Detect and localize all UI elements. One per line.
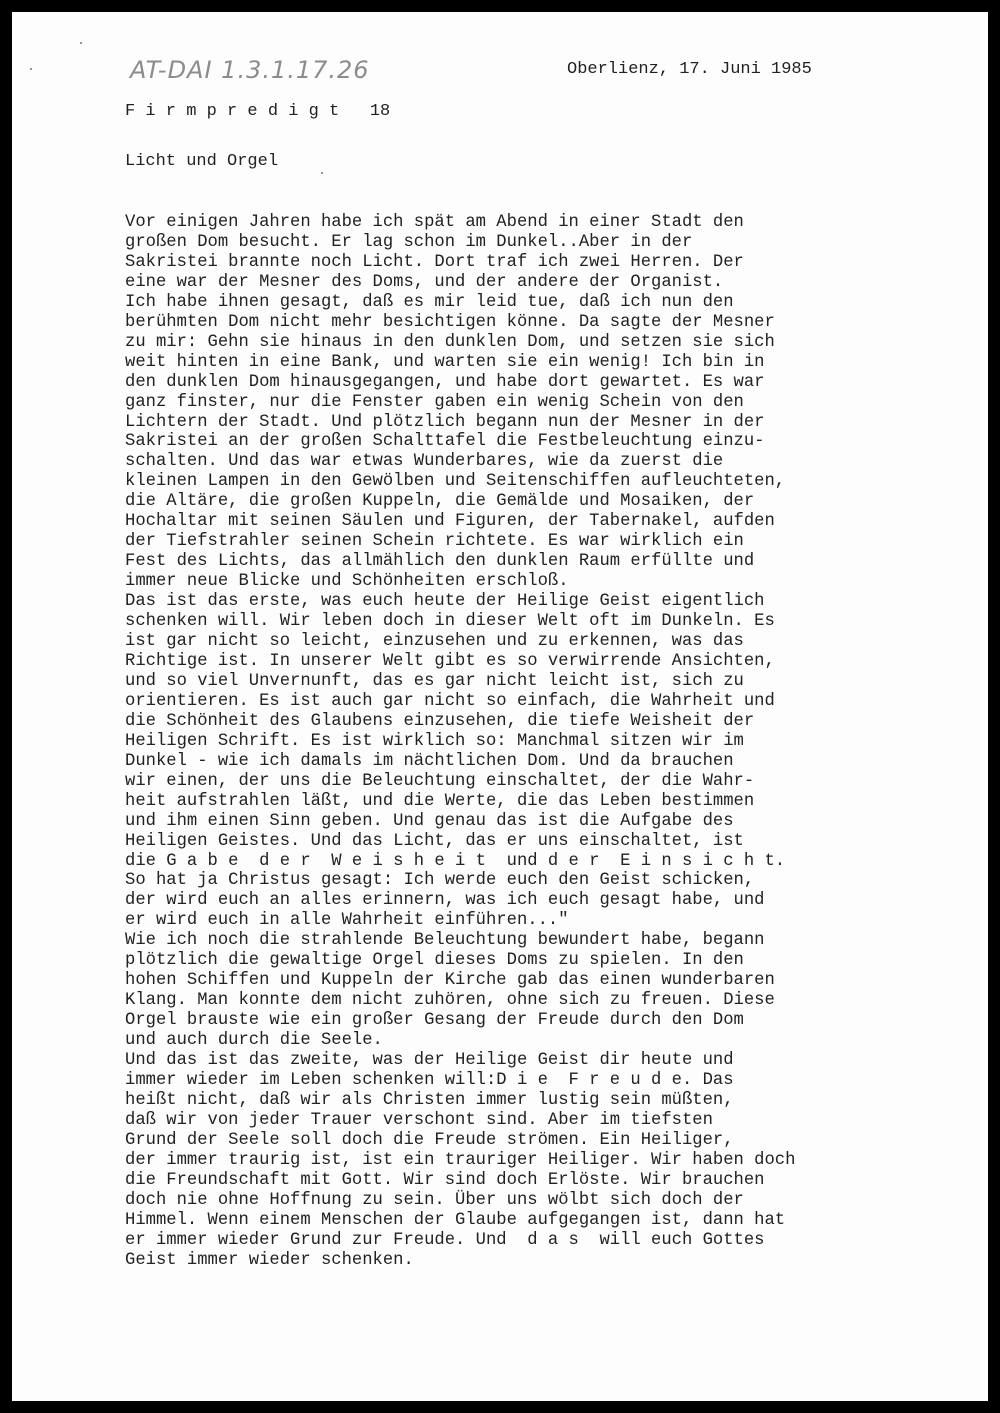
body-line: Ich habe ihnen gesagt, daß es mir leid tue, daß ich nun den [125,292,734,312]
body-line: heißt nicht, daß wir als Christen immer lustig sein müßten, [125,1090,734,1110]
body-line: die G a b e d e r W e i s h e i t und d e r E i n s i c h t. [125,851,786,871]
scan-speck [30,68,32,70]
body-line: immer wieder im Leben schenken will:D i e F r e u d e. Das [125,1070,734,1090]
body-line: doch nie ohne Hoffnung zu sein. Über uns wölbt sich doch der [125,1190,744,1210]
body-line: Und das ist das zweite, was der Heilige Geist dir heute und [125,1051,734,1071]
body-line: Vor einigen Jahren habe ich spät am Abend in einer Stadt den [125,213,744,232]
body-line: Das ist das erste, was euch heute der Heilige Geist eigentlich [125,592,765,612]
body-line: immer neue Blicke und Schönheiten erschloß. [125,572,569,592]
body-line: Lichtern der Stadt. Und plötzlich begann nun der Mesner in der [125,412,765,432]
body-line: Geist immer wieder schenken. [125,1250,414,1270]
body-line: orientieren. Es ist auch gar nicht so einfach, die Wahrheit und [125,691,775,711]
body-line: Richtige ist. In unserer Welt gibt es so verwirrende Ansichten, [125,651,775,671]
body-line: Fest des Lichts, das allmählich den dunklen Raum erfüllte und [125,552,755,572]
body-line: zu mir: Gehn sie hinaus in den dunklen Dom, und setzen sie sich [125,332,775,352]
body-line: Heiligen Schrift. Es ist wirklich so: Manchmal sitzen wir im [125,731,744,751]
body-line: den dunklen Dom hinausgegangen, und habe dort gewartet. Es war [125,372,765,392]
body-line: Orgel brauste wie ein großer Gesang der Freude durch den Dom [125,1011,744,1031]
body-line: hohen Schiffen und Kuppeln der Kirche gab das einen wunderbaren [125,971,775,991]
body-line: daß wir von jeder Trauer verschont sind. Aber im tiefsten [125,1110,713,1130]
archive-reference: AT-DAI 1.3.1.17.26 [130,56,370,84]
body-line: ist gar nicht so leicht, einzusehen und zu erkennen, was das [125,632,744,652]
body-line: und auch durch die Seele. [125,1031,383,1051]
body-line: die Schönheit des Glaubens einzusehen, die tiefe Weisheit der [125,711,755,731]
body-line: Wie ich noch die strahlende Beleuchtung bewundert habe, begann [125,931,765,951]
body-line: wir einen, der uns die Beleuchtung einschaltet, der die Wahr- [125,771,755,791]
body-line: und so viel Unvernunft, das es gar nicht leicht ist, sich zu [125,671,744,691]
scan-speck [80,42,82,44]
body-line: Sakristei an der großen Schalttafel die Festbeleuchtung einzu- [125,432,765,452]
body-line: weit hinten in eine Bank, und warten sie ein wenig! Ich bin in [125,352,765,372]
body-line: der Tiefstrahler seinen Schein richtete. Es war wirklich ein [125,532,744,552]
document-page [12,12,988,1401]
body-line: Himmel. Wenn einem Menschen der Glaube aufgegangen ist, dann hat [125,1210,786,1230]
body-line: Hochaltar mit seinen Säulen und Figuren, der Tabernakel, aufden [125,512,775,532]
body-line: und ihm einen Sinn geben. Und genau das ist die Aufgabe des [125,811,734,831]
place-date: Oberlienz, 17. Juni 1985 [567,60,812,79]
body-line: plötzlich die gewaltige Orgel dieses Doms zu spielen. In den [125,951,744,971]
body-line: heit aufstrahlen läßt, und die Werte, die das Leben bestimmen [125,791,755,811]
body-line: ganz finster, nur die Fenster gaben ein wenig Schein von den [125,392,744,412]
body-line: der immer traurig ist, ist ein trauriger Heiliger. Wir haben doch [125,1150,796,1170]
body-line: eine war der Mesner des Doms, und der andere der Organist. [125,272,724,292]
body-line: großen Dom besucht. Er lag schon im Dunkel..Aber in der [125,232,693,252]
body-line: Sakristei brannte noch Licht. Dort traf ich zwei Herren. Der [125,252,744,272]
scan-speck [321,172,323,174]
body-line: er immer wieder Grund zur Freude. Und d a s will euch Gottes [125,1230,765,1250]
sermon-subtitle: Licht und Orgel [125,152,279,171]
body-line: Dunkel - wie ich damals im nächtlichen Dom. Und da brauchen [125,751,734,771]
body-line: So hat ja Christus gesagt: Ich werde euch den Geist schicken, [125,871,755,891]
body-line: Grund der Seele soll doch die Freude strömen. Ein Heiliger, [125,1130,734,1150]
body-line: er wird euch in alle Wahrheit einführen..." [125,911,569,931]
body-line: die Altäre, die großen Kuppeln, die Gemälde und Mosaiken, der [125,492,755,512]
body-line: Heiligen Geistes. Und das Licht, das er uns einschaltet, ist [125,831,744,851]
sermon-body [125,213,985,1271]
body-line: die Freundschaft mit Gott. Wir sind doch Erlöste. Wir brauchen [125,1170,765,1190]
body-line: schalten. Und das war etwas Wunderbares, wie da zuerst die [125,452,724,472]
body-line: kleinen Lampen in den Gewölben und Seitenschiffen aufleuchteten, [125,472,786,492]
body-line: berühmten Dom nicht mehr besichtigen könne. Da sagte der Mesner [125,312,775,332]
sermon-heading: F i r m p r e d i g t 18 [125,102,391,121]
body-line: der wird euch an alles erinnern, was ich euch gesagt habe, und [125,891,765,911]
body-line: schenken will. Wir leben doch in dieser Welt oft im Dunkeln. Es [125,612,775,632]
body-line: Klang. Man konnte dem nicht zuhören, ohne sich zu freuen. Diese [125,991,775,1011]
